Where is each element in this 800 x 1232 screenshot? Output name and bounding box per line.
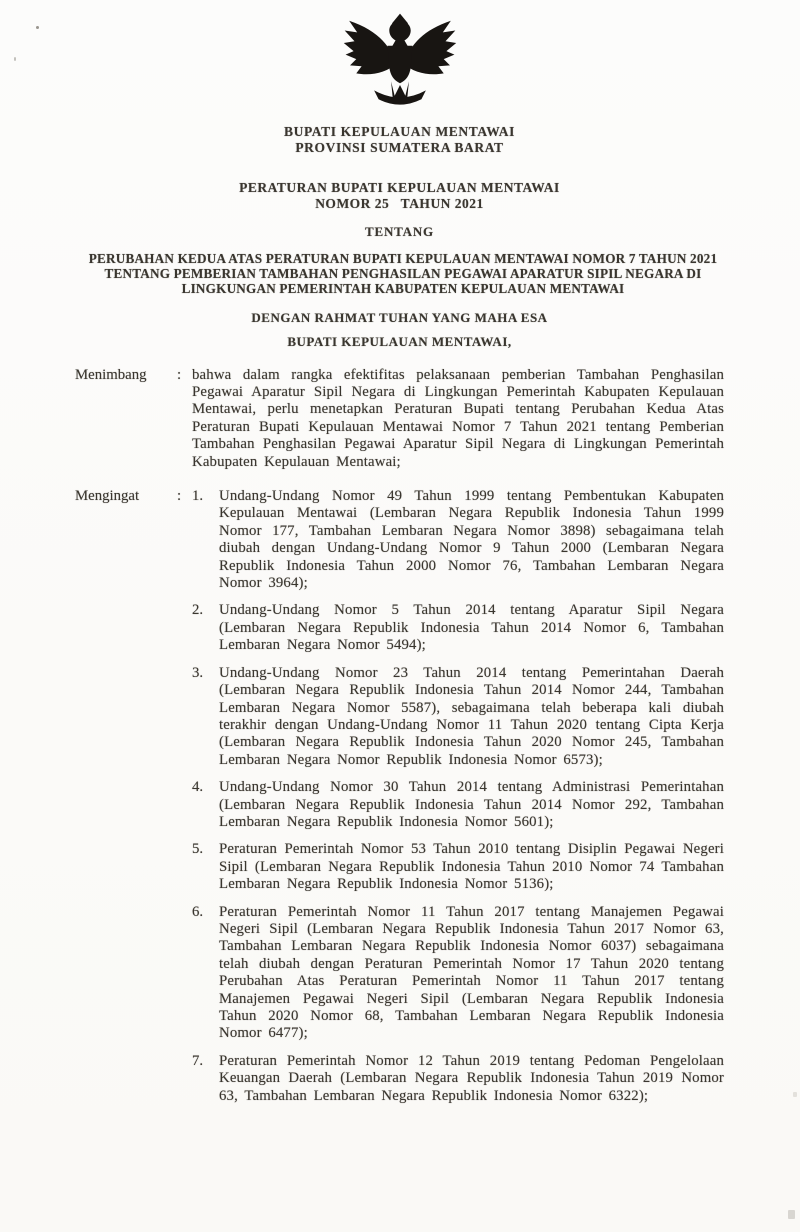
item-text: Peraturan Pemerintah Nomor 12 Tahun 2019 tentang Pedoman Pengelolaan Keuangan Daerah (Lembaran Negara Republik Indonesia Tahun 2019 Nomor 63, Tambahan Lembaran Negara Republik Indonesia Nomor 6322); [219,1052,724,1104]
mengingat-clause [75,488,724,1105]
item-number: 6. [192,903,204,920]
letterhead-line2: PROVINSI SUMATERA BARAT [295,140,504,155]
menimbang-label: Menimbang [75,366,147,383]
menimbang-colon: : [177,366,182,383]
item-number: 4. [192,779,204,796]
item-text: Undang-Undang Nomor 49 Tahun 1999 tentang Pembentukan Kabupaten Kepulauan Mentawai (Lembaran Negara Republik Indonesia Tahun 1999 Nomor 177, Tambahan Lembaran Negara Nomor 3898) sebagaimana telah diubah dengan Undang-Undang Nomor 9 Tahun 2000 (Lembaran Negara Republik Indonesia Tahun 2000 Nomor 76, Tambahan Lembaran Negara Nomor 3964); [219,488,724,592]
scan-artifact-smudge [793,1092,797,1097]
item-number: 3. [192,664,204,681]
regulation-subject: PERUBAHAN KEDUA ATAS PERATURAN BUPATI KEPULAUAN MENTAWAI NOMOR 7 TAHUN 2021 TENTANG PEMBERIAN TAMBAHAN PENGHASILAN PEGAWAI APARATUR SIPIL NEGARA DI LINGKUNGAN PEMERINTAH KABUPATEN KEPULAUAN MENTAWAI [88,251,718,297]
item-number: 1. [192,488,204,505]
scan-artifact-dot [14,57,16,61]
item-text: Undang-Undang Nomor 5 Tahun 2014 tentang Aparatur Sipil Negara (Lembaran Negara Republik Indonesia Tahun 2014 Nomor 6, Tambahan Lembaran Negara Nomor 5494); [219,602,724,654]
regulation-name: PERATURAN BUPATI KEPULAUAN MENTAWAI [239,180,560,195]
legal-basis-item [192,779,724,831]
item-text: Undang-Undang Nomor 30 Tahun 2014 tentang Administrasi Pemerintahan (Lembaran Negara Republik Indonesia Tahun 2014 Nomor 292, Tambahan Lembaran Negara Republik Indonesia Nomor 5601); [219,779,724,830]
scan-artifact-smudge [788,1210,795,1219]
mengingat-colon: : [177,488,182,505]
item-number: 7. [192,1052,204,1069]
garuda-pancasila-icon [75,10,724,112]
legal-basis-item [192,665,724,769]
legal-basis-item [192,602,724,654]
tentang-label: TENTANG [365,224,434,239]
menimbang-clause [75,367,724,471]
regulation-number: NOMOR 25 TAHUN 2021 [315,196,484,211]
menimbang-text: bahwa dalam rangka efektifitas pelaksanaan pemberian Tambahan Penghasilan Pegawai Aparatur Sipil Negara di Lingkungan Pemerintah Kabupaten Kepulauan Mentawai, perlu menetapkan Peraturan Bupati tentang Perubahan Kedua Atas Peraturan Bupati Kepulauan Mentawai Nomor 7 Tahun 2021 tentang Pemberian Tambahan Penghasilan Pegawai Aparatur Sipil Negara di Lingkungan Pemerintah Kabupaten Kepulauan Mentawai; [192,366,724,470]
item-number: 5. [192,841,204,858]
item-text: Peraturan Pemerintah Nomor 53 Tahun 2010 tentang Disiplin Pegawai Negeri Sipil (Lembaran Negara Republik Indonesia Tahun 2010 Nomor 74 Tambahan Lembaran Negara Republik Indonesia Nomor 5136); [219,841,724,893]
item-text: Peraturan Pemerintah Nomor 11 Tahun 2017 tentang Manajemen Pegawai Negeri Sipil (Lembaran Negara Republik Indonesia Tahun 2017 Nomor 63, Tambahan Lembaran Negara Republik Indonesia Nomor 6037) sebagaimana telah diubah dengan Peraturan Pemerintah Nomor 17 Tahun 2020 tentang Perubahan Atas Peraturan Pemerintah Nomor 11 Tahun 2017 tentang Manajemen Pegawai Negeri Sipil (Lembaran Negara Republik Indonesia Tahun 2020 Nomor 68, Tambahan Lembaran Negara Republik Indonesia Nomor 6477); [219,903,724,1042]
item-text: Undang-Undang Nomor 23 Tahun 2014 tentang Pemerintahan Daerah (Lembaran Negara Republik Indonesia Tahun 2014 Nomor 244, Tambahan Lembaran Negara Nomor 5587), sebagaimana telah beberapa kali diubah terakhir dengan Undang-Undang Nomor 11 Tahun 2020 tentang Cipta Kerja (Lembaran Negara Republik Indonesia Tahun 2020 Nomor 245, Tambahan Lembaran Negara Nomor Republik Indonesia Nomor 6573); [219,664,724,768]
legal-basis-item [192,904,724,1043]
legal-basis-item [192,1053,724,1105]
scan-artifact-dot [36,26,39,29]
letterhead-line1: BUPATI KEPULAUAN MENTAWAI [283,124,515,139]
mengingat-label: Mengingat [75,488,140,505]
legal-basis-item [192,841,724,893]
issuer-line: BUPATI KEPULAUAN MENTAWAI, [287,333,512,349]
legal-basis-item [192,488,724,592]
grace-line: DENGAN RAHMAT TUHAN YANG MAHA ESA [251,309,548,325]
item-number: 2. [192,602,204,619]
